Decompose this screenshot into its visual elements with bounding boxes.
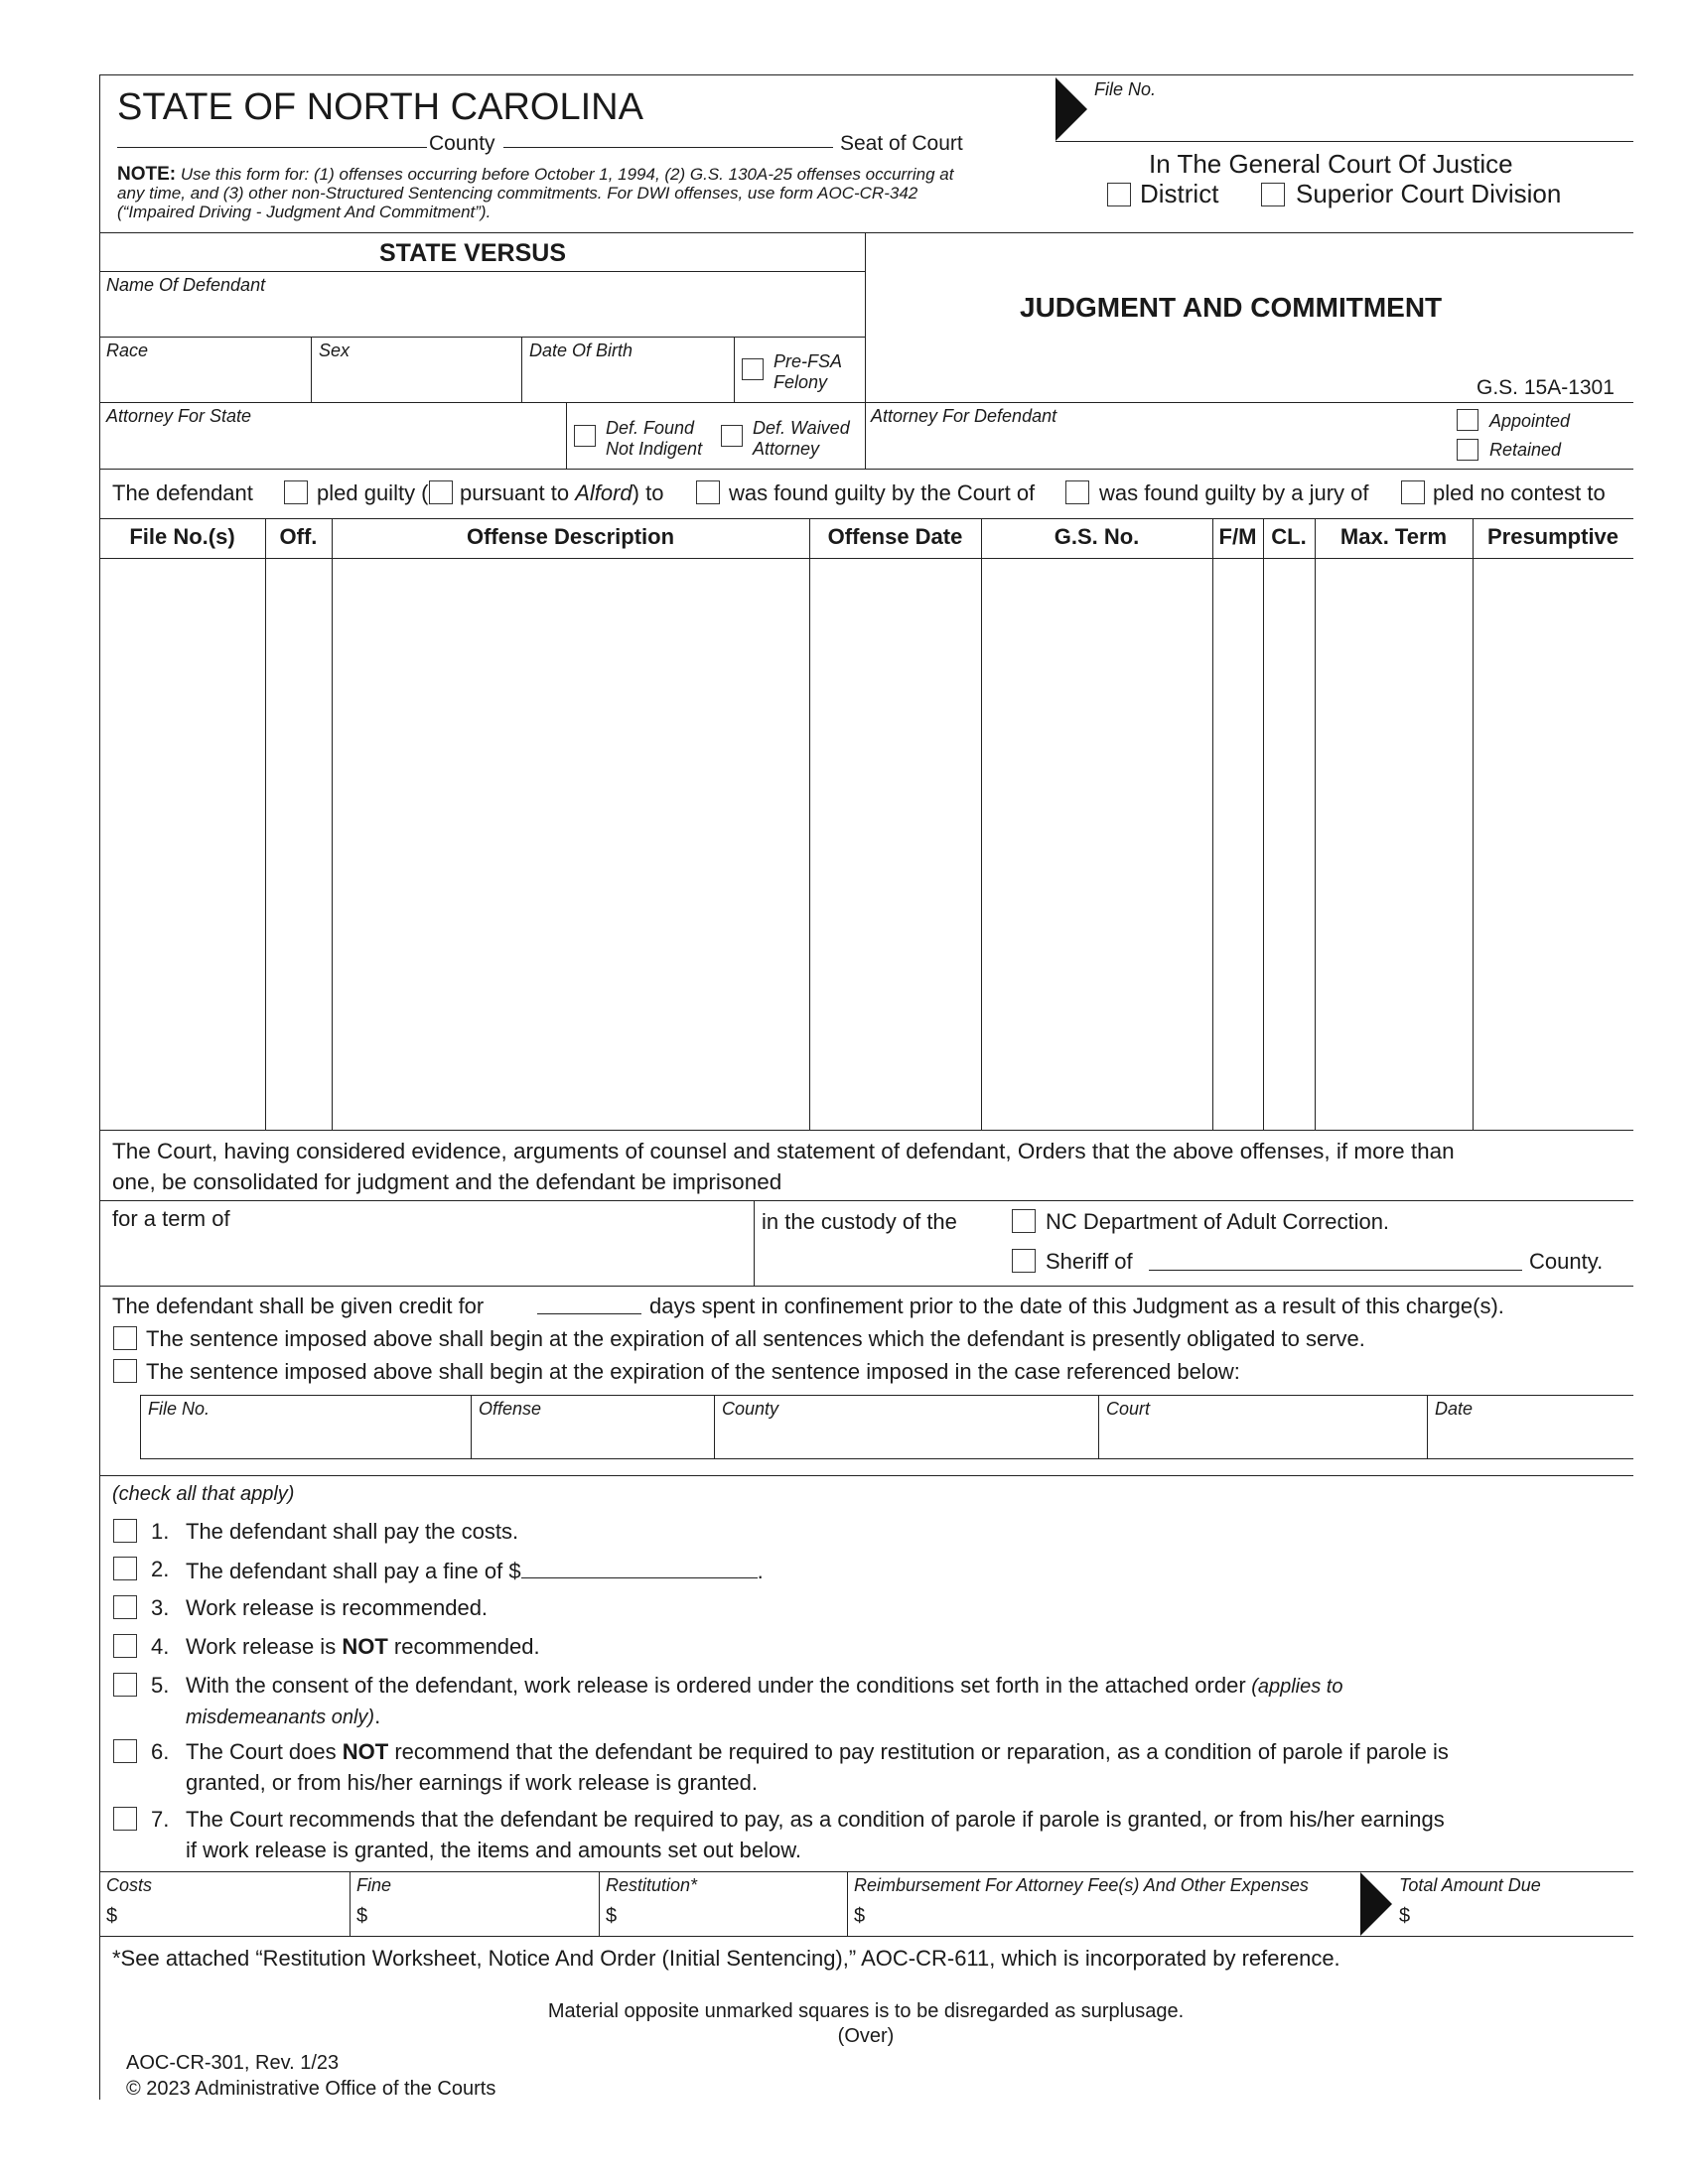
fine-label: Fine (356, 1875, 392, 1895)
ref-col-4 (1427, 1395, 1428, 1458)
retained-label: Retained (1489, 440, 1562, 460)
ref-bottom-line (140, 1458, 1633, 1459)
offense-col-5 (1212, 518, 1213, 1130)
amounts-col-3 (847, 1871, 848, 1936)
condition-3-text: Work release is recommended. (186, 1595, 489, 1620)
condition-4-post: recommended. (387, 1634, 540, 1659)
retained-checkbox[interactable] (1457, 439, 1478, 461)
condition-6-num: 6. (151, 1739, 170, 1764)
total-label: Total Amount Due (1399, 1875, 1541, 1895)
no-contest-label: pled no contest to (1433, 480, 1606, 505)
credit-days-blank[interactable] (537, 1313, 641, 1314)
condition-5-text-2 (186, 1704, 380, 1729)
condition-2-text (186, 1557, 764, 1584)
appointed-label: Appointed (1489, 411, 1571, 431)
form-title: JUDGMENT AND COMMITMENT (1020, 292, 1443, 323)
condition-6-bold: NOT (342, 1739, 389, 1764)
appointed-checkbox[interactable] (1457, 409, 1478, 431)
district-checkbox[interactable] (1107, 183, 1131, 206)
alford-case: Alford (575, 480, 633, 505)
copyright: © 2023 Administrative Office of the Courts (126, 2078, 496, 2100)
condition-4-text (186, 1634, 540, 1660)
condition-5-checkbox[interactable] (113, 1673, 137, 1697)
consec-all-checkbox[interactable] (113, 1326, 137, 1350)
def-waived-label: Def. Waived Attorney (753, 418, 850, 459)
def-found-label: Def. Found Not Indigent (606, 418, 703, 459)
col-gs-no: G.S. No. (1054, 524, 1140, 549)
race-line (99, 402, 1633, 403)
col-max-term: Max. Term (1339, 524, 1448, 549)
ref-court-label: Court (1106, 1399, 1151, 1419)
note-label: NOTE: (117, 164, 177, 185)
surplusage-note: Material opposite unmarked squares is to be disregarded as surplusage. (547, 2000, 1185, 2022)
credit-post: days spent in confinement prior to the date of this Judgment as a result of this charge(s). (649, 1294, 1504, 1318)
district-label: District (1140, 179, 1219, 208)
found-jury-label: was found guilty by a jury of (1099, 480, 1369, 505)
col-presumptive: Presumptive (1486, 524, 1619, 549)
condition-7-checkbox[interactable] (113, 1807, 137, 1831)
condition-6-text-2: granted, or from his/her earnings if work release is granted. (186, 1770, 758, 1795)
check-all-instruction: (check all that apply) (112, 1483, 295, 1505)
ref-col-2 (714, 1395, 715, 1458)
offense-col-6 (1263, 518, 1264, 1130)
ref-county-label: County (722, 1399, 779, 1419)
fine-amount-blank[interactable] (521, 1557, 758, 1578)
costs-currency[interactable]: $ (106, 1905, 118, 1927)
dob-divider (734, 337, 735, 402)
file-no-label: File No. (1094, 79, 1157, 99)
found-jury-checkbox[interactable] (1065, 480, 1089, 504)
condition-6-pre: The Court does (186, 1739, 343, 1764)
attorney-state-label: Attorney For State (106, 406, 252, 426)
condition-3-num: 3. (151, 1595, 170, 1620)
condition-5-num: 5. (151, 1673, 170, 1698)
offense-col-4 (981, 518, 982, 1130)
party-top-line (99, 232, 1633, 233)
condition-5-end: . (374, 1704, 381, 1728)
alford-checkbox[interactable] (429, 480, 453, 504)
note-text: Use this form for: (1) offenses occurring before October 1, 1994, (2) G.S. 130A-25 offenses occurring at any time, and (3) other non-Structured Sentencing commitments. For DWI offenses, use form AOC-CR-342 (“Impaired Driving - Judgment And Commitment”). (117, 165, 954, 221)
left-margin-line (99, 74, 100, 2100)
found-court-checkbox[interactable] (696, 480, 720, 504)
race-divider (311, 337, 312, 402)
custody-label: in the custody of the (762, 1209, 957, 1234)
sheriff-checkbox[interactable] (1012, 1249, 1036, 1273)
ref-file-no-label: File No. (148, 1399, 211, 1419)
condition-5-main: With the consent of the defendant, work release is ordered under the conditions set forth in the attached order (186, 1673, 1246, 1698)
consec-case-checkbox[interactable] (113, 1359, 137, 1383)
superior-checkbox[interactable] (1261, 183, 1285, 206)
prefsa-label: Pre-FSA Felony (774, 351, 842, 392)
seat-of-court-blank[interactable] (503, 147, 833, 148)
seat-of-court-label: Seat of Court (840, 132, 963, 155)
col-off: Off. (279, 524, 318, 549)
found-court-label: was found guilty by the Court of (729, 480, 1036, 505)
condition-4-checkbox[interactable] (113, 1634, 137, 1658)
party-divider (865, 232, 866, 469)
term-top-line (99, 1200, 1633, 1201)
ref-top-line (140, 1395, 1633, 1396)
over-note: (Over) (837, 2025, 895, 2047)
order-text-2: one, be consolidated for judgment and the defendant be imprisoned (112, 1169, 782, 1194)
condition-7-num: 7. (151, 1807, 170, 1832)
condition-4-pre: Work release is (186, 1634, 343, 1659)
reimbursement-label: Reimbursement For Attorney Fee(s) And Other Expenses (854, 1875, 1309, 1895)
col-cl: CL. (1271, 524, 1307, 549)
term-bottom-line (99, 1286, 1633, 1287)
condition-2-num: 2. (151, 1557, 170, 1581)
plea-intro: The defendant (112, 480, 253, 505)
term-divider (754, 1200, 755, 1286)
offense-table-bottom (99, 1130, 1633, 1131)
condition-4-bold: NOT (342, 1634, 388, 1659)
col-offense-date: Offense Date (827, 524, 963, 549)
col-offense-description: Offense Description (466, 524, 675, 549)
condition-6-checkbox[interactable] (113, 1739, 137, 1763)
credit-pre: The defendant shall be given credit for (112, 1294, 485, 1318)
amounts-top-line (99, 1871, 1633, 1872)
condition-7-text-2: if work release is granted, the items and amounts set out below. (186, 1838, 801, 1862)
restitution-label: Restitution* (606, 1875, 698, 1895)
def-found-checkbox[interactable] (574, 425, 596, 447)
offense-col-7 (1315, 518, 1316, 1130)
condition-1-checkbox[interactable] (113, 1519, 137, 1543)
sheriff-label: Sheriff of (1046, 1249, 1133, 1274)
condition-1-num: 1. (151, 1519, 170, 1544)
condition-3-checkbox[interactable] (113, 1595, 137, 1619)
sex-divider (521, 337, 522, 402)
conditions-top-line (99, 1475, 1633, 1476)
condition-5-italic-1: (applies to (1245, 1676, 1343, 1698)
state-atty-divider (566, 402, 567, 469)
alford-post: ) to (632, 480, 664, 505)
offense-header-top (99, 518, 1633, 519)
amounts-col-1 (350, 1871, 351, 1936)
offense-col-2 (332, 518, 333, 1130)
total-currency[interactable]: $ (1399, 1905, 1411, 1927)
ref-left-line (140, 1395, 141, 1458)
ref-col-1 (471, 1395, 472, 1458)
offense-col-3 (809, 518, 810, 1130)
col-fm: F/M (1218, 524, 1257, 549)
pled-guilty-label: pled guilty ( (317, 480, 429, 505)
alford-label (460, 480, 663, 506)
condition-2-checkbox[interactable] (113, 1557, 137, 1580)
consec-case-label: The sentence imposed above shall begin at the expiration of the sentence imposed in the case referenced below: (146, 1359, 1240, 1384)
dob-label: Date Of Birth (529, 341, 633, 360)
court-of-justice: In The General Court Of Justice (1149, 149, 1513, 179)
condition-2-text-pre: The defendant shall pay a fine of $ (186, 1559, 521, 1583)
fine-currency[interactable]: $ (356, 1905, 368, 1927)
offense-col-1 (265, 518, 266, 1130)
pled-guilty-checkbox[interactable] (284, 480, 308, 504)
no-contest-checkbox[interactable] (1401, 480, 1425, 504)
condition-6-text-1 (186, 1739, 1449, 1765)
ref-offense-label: Offense (479, 1399, 542, 1419)
condition-6-post: recommend that the defendant be required to pay restitution or reparation, as a condition of parole if parole is (388, 1739, 1449, 1764)
offense-col-8 (1473, 518, 1474, 1130)
consec-all-label: The sentence imposed above shall begin at the expiration of all sentences which the defendant is presently obligated to serve. (146, 1326, 1365, 1351)
condition-2-text-post: . (757, 1559, 764, 1583)
ncdac-label: NC Department of Adult Correction. (1046, 1209, 1390, 1234)
sheriff-county-suffix: County. (1529, 1249, 1604, 1274)
state-title: STATE OF NORTH CAROLINA (117, 86, 643, 128)
party-bottom-line (99, 469, 1633, 470)
top-border (99, 74, 1633, 75)
condition-4-num: 4. (151, 1634, 170, 1659)
superior-label: Superior Court Division (1296, 179, 1562, 208)
costs-label: Costs (106, 1875, 153, 1895)
term-label: for a term of (112, 1206, 230, 1231)
def-waived-checkbox[interactable] (721, 425, 743, 447)
file-no-underline (1055, 141, 1633, 142)
total-arrow-icon (1360, 1872, 1392, 1936)
restitution-currency[interactable]: $ (606, 1905, 618, 1927)
county-blank[interactable] (117, 147, 427, 148)
ref-col-3 (1098, 1395, 1099, 1458)
condition-1-text: The defendant shall pay the costs. (186, 1519, 519, 1544)
form-number: AOC-CR-301, Rev. 1/23 (126, 2052, 340, 2074)
defendant-name-label: Name Of Defendant (106, 275, 266, 295)
condition-7-text-1: The Court recommends that the defendant be required to pay, as a condition of parole if parole is granted, or from his/her earnings (186, 1807, 1445, 1832)
county-label: County (429, 132, 495, 155)
sheriff-county-blank[interactable] (1149, 1270, 1522, 1271)
ncdac-checkbox[interactable] (1012, 1209, 1036, 1233)
note (117, 165, 981, 221)
race-label: Race (106, 341, 149, 360)
attorney-defendant-label: Attorney For Defendant (871, 406, 1057, 426)
amounts-col-2 (599, 1871, 600, 1936)
state-versus: STATE VERSUS (379, 239, 566, 267)
name-line (99, 337, 865, 338)
sex-label: Sex (319, 341, 351, 360)
prefsa-checkbox[interactable] (742, 358, 764, 380)
file-no-arrow-icon (1055, 77, 1087, 141)
alford-pre: pursuant to (460, 480, 576, 505)
restitution-note: *See attached “Restitution Worksheet, Notice And Order (Initial Sentencing),” AOC-CR-611, which is incorporated by reference. (112, 1946, 1340, 1971)
reimbursement-currency[interactable]: $ (854, 1905, 866, 1927)
condition-5-text-1 (186, 1673, 1343, 1699)
ref-date-label: Date (1435, 1399, 1474, 1419)
condition-5-italic-2: misdemeanants only) (186, 1706, 375, 1728)
col-file-no: File No.(s) (129, 524, 235, 549)
order-text-1: The Court, having considered evidence, arguments of counsel and statement of defendant, Orders that the above offenses, if more than (112, 1139, 1455, 1163)
offense-header-bottom (99, 558, 1633, 559)
amounts-bottom-line (99, 1936, 1633, 1937)
statute: G.S. 15A-1301 (1477, 376, 1615, 399)
state-versus-line (99, 271, 865, 272)
